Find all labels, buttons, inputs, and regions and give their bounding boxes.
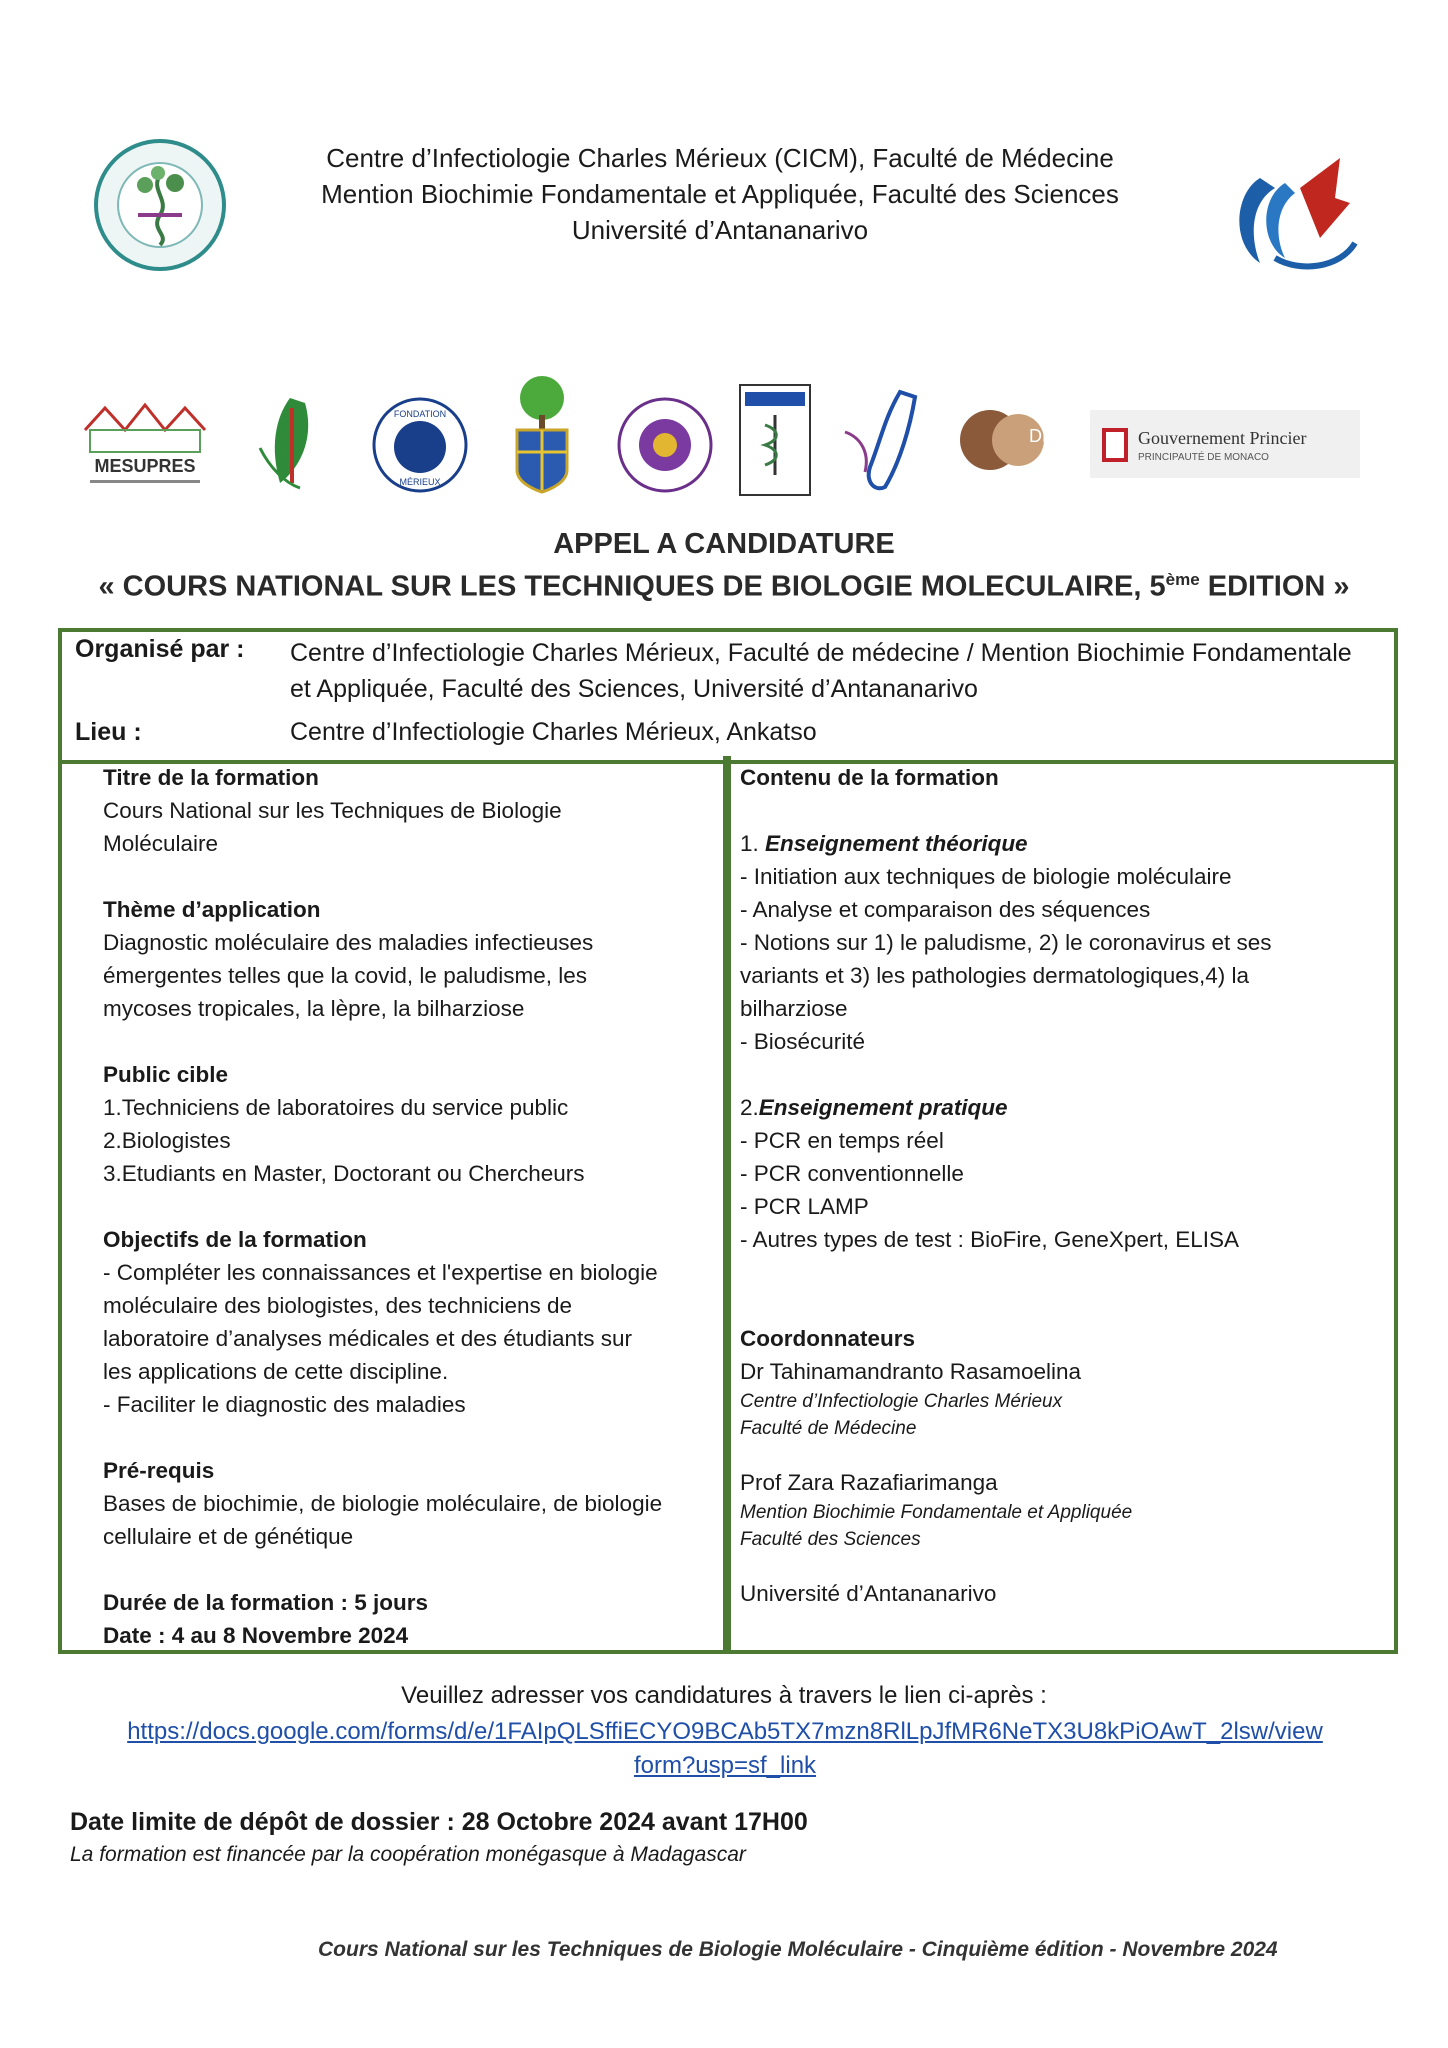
public-item: 2.Biologistes	[103, 1128, 231, 1153]
application-link[interactable]	[60, 1715, 1390, 1783]
prerequis-line: cellulaire et de génétique	[103, 1524, 354, 1549]
theory-item: - Initiation aux techniques de biologie moléculaire	[740, 864, 1232, 889]
coordinator-1-affiliation: Centre d’Infectiologie Charles Mérieux	[740, 1391, 1063, 1412]
fondation-text: FONDATION	[393, 409, 447, 419]
partner-logos	[80, 370, 1370, 510]
header-line-2: Mention Biochimie Fondamentale et Appliquée, Faculté des Sciences	[321, 179, 1119, 209]
objectif-line: les applications de cette discipline.	[103, 1359, 449, 1384]
call-title: APPEL A CANDIDATURE	[553, 528, 895, 560]
university-crest-logo	[495, 370, 590, 505]
practice-item: - PCR conventionnelle	[740, 1161, 964, 1186]
titre-heading: Titre de la formation	[103, 765, 319, 790]
biochimie-logo	[90, 135, 230, 275]
theory-item: - Analyse et comparaison des séquences	[740, 897, 1151, 922]
practice-heading: 2.Enseignement pratique	[740, 1095, 1008, 1120]
theory-item: variants et 3) les pathologies dermatologiques,4) la	[740, 963, 1250, 988]
location-value: Centre d’Infectiologie Charles Mérieux, Ankatso	[290, 718, 817, 746]
theory-item: bilharziose	[740, 996, 848, 1021]
training-date: Date : 4 au 8 Novembre 2024	[103, 1623, 409, 1648]
titre-line: Cours National sur les Techniques de Biologie	[103, 798, 562, 823]
coordinator-2-name: Prof Zara Razafiarimanga	[740, 1470, 998, 1495]
theory-item: - Notions sur 1) le paludisme, 2) le coronavirus et ses	[740, 930, 1272, 955]
titre-line: Moléculaire	[103, 831, 219, 856]
organizer-label: Organisé par :	[75, 635, 245, 663]
public-item: 1.Techniciens de laboratoires du service public	[103, 1095, 569, 1120]
header-line-3: Université d’Antananarivo	[571, 215, 869, 245]
merieux-text: MÉRIEUX	[399, 477, 441, 487]
theme-line: Diagnostic moléculaire des maladies infectieuses	[103, 930, 594, 955]
practice-item: - PCR en temps réel	[740, 1128, 944, 1153]
objectif-line: moléculaire des biologistes, des techniciens de	[103, 1293, 573, 1318]
left-column	[103, 761, 723, 1652]
objectifs-heading: Objectifs de la formation	[103, 1227, 367, 1252]
mesupres-logo	[80, 390, 210, 500]
location-label: Lieu :	[75, 718, 142, 746]
right-column	[740, 761, 1380, 1610]
gouv-line2: PRINCIPAUTÉ DE MONACO	[1138, 452, 1269, 463]
faculte-sciences-logo	[615, 395, 715, 495]
objectif-line: - Compléter les connaissances et l'expertise en biologie	[103, 1260, 658, 1285]
objectif-line: laboratoire d’analyses médicales et des étudiants sur	[103, 1326, 633, 1351]
fondation-merieux-logo	[370, 395, 470, 495]
prerequis-line: Bases de biochimie, de biologie moléculaire, de biologie	[103, 1491, 663, 1516]
theme-line: mycoses tropicales, la lèpre, la bilharziose	[103, 996, 525, 1021]
contenu-heading: Contenu de la formation	[740, 765, 999, 790]
page-footer: Cours National sur les Techniques de Biologie Moléculaire - Cinquième édition - Novembre 2024	[318, 1938, 1278, 1961]
deadline: Date limite de dépôt de dossier : 28 Octobre 2024 avant 17H00	[70, 1808, 808, 1836]
practice-item: - PCR LAMP	[740, 1194, 869, 1219]
coordinator-1-name: Dr Tahinamandranto Rasamoelina	[740, 1359, 1082, 1384]
gouvernement-monaco-logo	[1090, 410, 1360, 478]
coordinator-2-affiliation: Mention Biochimie Fondamentale et Appliquée	[740, 1502, 1133, 1523]
public-item: 3.Etudiants en Master, Doctorant ou Chercheurs	[103, 1161, 585, 1186]
map-madagascar-logo	[825, 382, 940, 502]
coordinator-2-affiliation: Faculté des Sciences	[740, 1529, 921, 1550]
theme-line: émergentes telles que la covid, le paludisme, les	[103, 963, 588, 988]
university-name: Université d’Antananarivo	[740, 1581, 997, 1606]
header-line-1: Centre d’Infectiologie Charles Mérieux (CICM), Faculté de Médecine	[326, 143, 1114, 173]
course-title: « COURS NATIONAL SUR LES TECHNIQUES DE BIOLOGIE MOLECULAIRE, 5ème EDITION »	[98, 570, 1350, 603]
funding-note: La formation est financée par la coopération monégasque à Madagascar	[70, 1843, 746, 1866]
theory-item: - Biosécurité	[740, 1029, 866, 1054]
coordinators-heading: Coordonnateurs	[740, 1326, 916, 1351]
duration: Durée de la formation : 5 jours	[103, 1590, 429, 1615]
public-heading: Public cible	[103, 1062, 229, 1087]
mesupres-text: MESUPRES	[94, 456, 196, 476]
cicm-logo	[1220, 148, 1365, 288]
theme-heading: Thème d’application	[103, 897, 321, 922]
apply-instructions: Veuillez adresser vos candidatures à travers le lien ci-après :	[401, 1682, 1047, 1709]
gouv-line1: Gouvernement Princier	[1138, 428, 1307, 448]
application-link-line-2[interactable]: form?usp=sf_link	[633, 1752, 817, 1779]
objectif-line: - Faciliter le diagnostic des maladies	[103, 1392, 466, 1417]
theory-heading: 1. Enseignement théorique	[740, 831, 1028, 856]
der-text: DER	[1028, 426, 1068, 446]
prerequis-heading: Pré-requis	[103, 1458, 215, 1483]
organizer-value: Centre d’Infectiologie Charles Mérieux, Faculté de médecine / Mention Biochimie Fondamentale et Appliquée, Faculté des Sciences, Université d’Antananarivo	[290, 639, 1352, 703]
practice-item: - Autres types de test : BioFire, GeneXpert, ELISA	[740, 1227, 1239, 1252]
coordinator-1-affiliation: Faculté de Médecine	[740, 1418, 917, 1439]
sader-logo	[950, 400, 1085, 490]
faculte-medecine-logo	[735, 380, 815, 500]
ministry-health-logo	[245, 388, 340, 503]
application-link-line-1[interactable]: https://docs.google.com/forms/d/e/1FAIpQLSffiECYO9BCAb5TX7mzn8RlLpJfMR6NeTX3U8kPiOAwT_2lsw/view	[127, 1718, 1323, 1745]
